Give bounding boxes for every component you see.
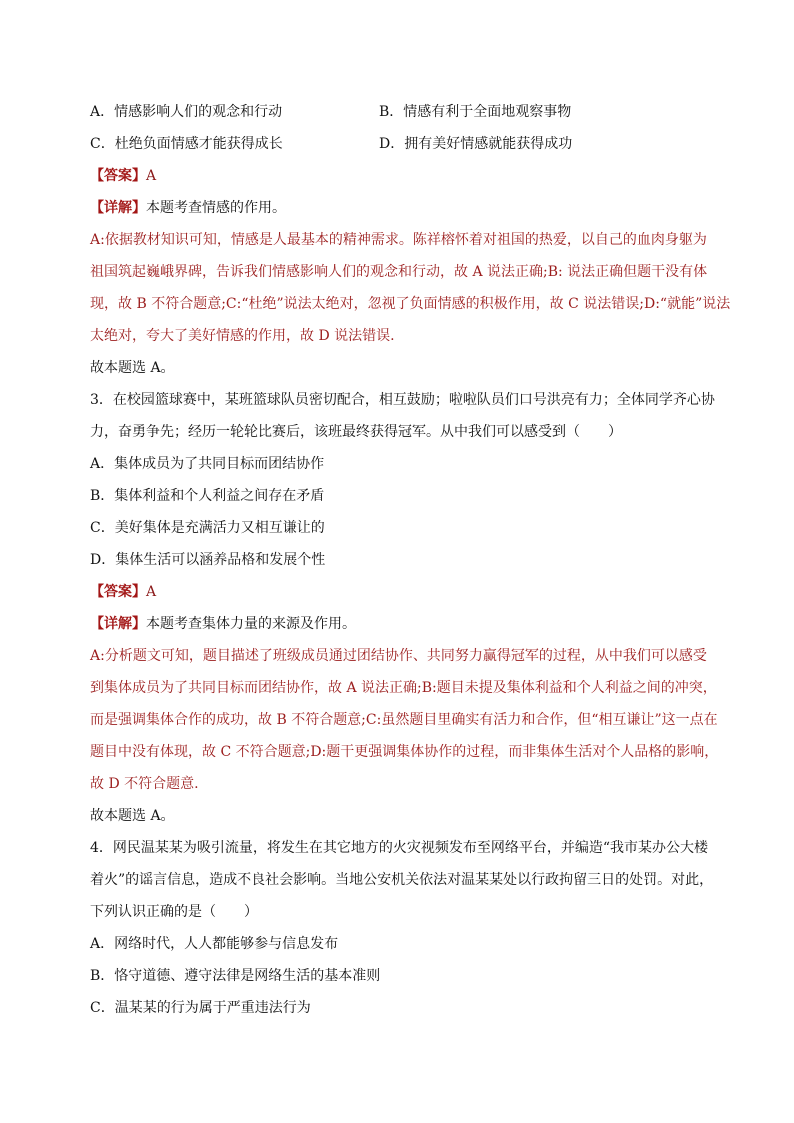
q3-option-b: B．集体利益和个人利益之间存在矛盾 bbox=[90, 488, 325, 504]
q4-option-b: B．恪守道德、遵守法律是网络生活的基本准则 bbox=[90, 968, 381, 984]
q2-detail-line bbox=[90, 198, 286, 218]
q4-stem-line-3: 下列认识正确的是（ ） bbox=[90, 904, 258, 920]
q2-option-b: B．情感有利于全面地观察事物 bbox=[379, 104, 572, 120]
q3-explanation-line-2: 到集体成员为了共同目标而团结协作，故 A 说法正确;B:题目未提及集体利益和个人利益之间的冲突， bbox=[90, 680, 717, 696]
q3-answer-line bbox=[90, 582, 156, 602]
detail-tag: 【详解】 bbox=[90, 200, 146, 216]
q2-conclusion: 故本题选 A。 bbox=[90, 360, 175, 376]
q4-stem-line-1: 4．网民温某某为吸引流量，将发生在其它地方的火灾视频发布至网络平台，并编造“我市某办公大楼 bbox=[90, 840, 709, 856]
q2-explanation-line-1: A:依据教材知识可知，情感是人最基本的精神需求。陈祥榕怀着对祖国的热爱，以自己的血肉身躯为 bbox=[90, 232, 707, 248]
detail-intro: 本题考查情感的作用。 bbox=[146, 200, 286, 216]
detail-tag: 【详解】 bbox=[90, 616, 146, 632]
answer-value: A bbox=[146, 584, 157, 600]
answer-tag: 【答案】 bbox=[90, 584, 146, 600]
q4-option-a: A．网络时代，人人都能够参与信息发布 bbox=[90, 936, 339, 952]
q3-explanation-line-3: 而是强调集体合作的成功，故 B 不符合题意;C:虽然题目里确实有活力和合作，但“相互谦让”这一点在 bbox=[90, 712, 718, 728]
q3-explanation-line-1: A:分析题文可知，题目描述了班级成员通过团结协作、共同努力赢得冠军的过程，从中我们可以感受 bbox=[90, 648, 707, 664]
answer-value: A bbox=[146, 168, 157, 184]
detail-intro: 本题考查集体力量的来源及作用。 bbox=[146, 616, 356, 632]
q2-option-d: D．拥有美好情感就能获得成功 bbox=[379, 136, 573, 152]
q2-option-c: C．杜绝负面情感才能获得成长 bbox=[90, 136, 283, 152]
q3-explanation-line-5: 故 D 不符合题意. bbox=[90, 776, 199, 792]
q3-option-d: D．集体生活可以涵养品格和发展个性 bbox=[90, 552, 326, 568]
q2-explanation-line-4: 太绝对，夸大了美好情感的作用，故 D 说法错误. bbox=[90, 328, 395, 344]
q2-explanation-line-2: 祖国筑起巍峨界碑，告诉我们情感影响人们的观念和行动，故 A 说法正确;B: 说法正确但题干没有体 bbox=[90, 264, 708, 280]
q2-explanation-line-3: 现，故 B 不符合题意;C:“杜绝”说法太绝对，忽视了负面情感的积极作用，故 C 说法错误;D:“就能”说法 bbox=[90, 296, 731, 312]
q2-option-a: A．情感影响人们的观念和行动 bbox=[90, 104, 283, 120]
q3-option-c: C．美好集体是充满活力又相互谦让的 bbox=[90, 520, 325, 536]
q3-stem-line-2: 力，奋勇争先；经历一轮轮比赛后，该班最终获得冠军。从中我们可以感受到（ ） bbox=[90, 424, 622, 440]
q3-conclusion: 故本题选 A。 bbox=[90, 808, 175, 824]
q4-stem-line-2: 着火”的谣言信息，造成不良社会影响。当地公安机关依法对温某某处以行政拘留三日的处罚。对此， bbox=[90, 872, 714, 888]
q3-stem-line-1: 3．在校园篮球赛中，某班篮球队员密切配合，相互鼓励；啦啦队员们口号洪亮有力；全体同学齐心协 bbox=[90, 392, 715, 408]
answer-tag: 【答案】 bbox=[90, 168, 146, 184]
q4-option-c: C．温某某的行为属于严重违法行为 bbox=[90, 1000, 311, 1016]
q3-option-a: A．集体成员为了共同目标而团结协作 bbox=[90, 456, 325, 472]
q3-explanation-line-4: 题目中没有体现，故 C 不符合题意;D:题干更强调集体协作的过程，而非集体生活对个人品格的影响， bbox=[90, 744, 719, 760]
q3-detail-line bbox=[90, 614, 356, 634]
q2-answer-line bbox=[90, 166, 156, 186]
